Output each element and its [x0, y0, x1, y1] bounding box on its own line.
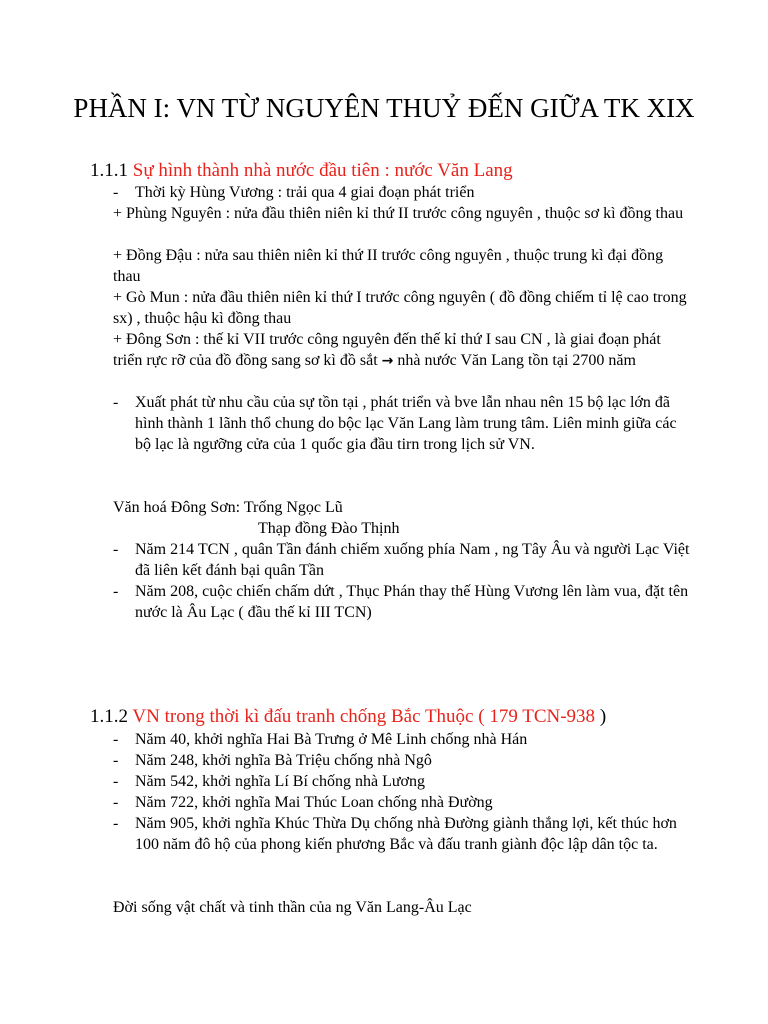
- section-number: 1.1.2: [90, 706, 128, 727]
- arrow-right-icon: →: [381, 353, 394, 369]
- bullet-item: [113, 539, 693, 581]
- list-item-text: Năm 905, khởi nghĩa Khúc Thừa Dụ chống nhà Đường giành thắng lợi, kết thúc hơn 100 năm đô hộ của phong kiến phương Bắc và đấu tranh giành độc lập dân tộc ta.: [135, 815, 677, 853]
- bullet-item: [113, 581, 693, 623]
- bullet-dash: -: [113, 815, 119, 832]
- bullet-dash: -: [113, 731, 119, 748]
- list-item-text: Năm 722, khởi nghĩa Mai Thúc Loan chống nhà Đường: [135, 794, 493, 811]
- dong-son-text: + Đông Sơn : thế kỉ VII trước công nguyên đến thế kỉ thứ I sau CN , là giai đoạn phát triển rực rỡ của đồ đồng sang sơ kì đồ sắt: [113, 331, 661, 369]
- list-item-text: Năm 40, khởi nghĩa Hai Bà Trưng ở Mê Linh chống nhà Hán: [135, 731, 528, 748]
- section-heading-1-1-1: [90, 160, 513, 182]
- list-item: [113, 792, 693, 813]
- bullet-dash: -: [113, 394, 119, 411]
- section-heading-1-1-2: [90, 706, 606, 728]
- bullet-text: Thời kỳ Hùng Vương : trải qua 4 giai đoạn phát triển: [135, 184, 475, 201]
- culture-label: Văn hoá Đông Sơn: Trống Ngọc Lũ: [113, 499, 343, 516]
- bullet-item: [113, 392, 693, 455]
- list-item: [113, 813, 693, 855]
- bullet-text: Năm 208, cuộc chiến chấm dứt , Thục Phán thay thế Hùng Vương lên làm vua, đặt tên nước là Âu Lạc ( đầu thế kỉ III TCN): [135, 583, 689, 621]
- dong-dau-paragraph: + Đồng Đậu : nửa sau thiên niên kỉ thứ II trước công nguyên , thuộc trung kì đại đồng thau: [113, 247, 664, 285]
- list-item: [113, 729, 693, 750]
- section-number: 1.1.1: [90, 160, 128, 181]
- bullet-item: [113, 182, 693, 203]
- section-title-end: ): [599, 706, 607, 727]
- closing-line: Đời sống vật chất và tinh thần của ng Văn Lang-Âu Lạc: [113, 899, 472, 916]
- list-item: [113, 771, 693, 792]
- section-title: Sự hình thành nhà nước đầu tiên : nước Văn Lang: [132, 160, 513, 181]
- bullet-dash: -: [113, 184, 119, 201]
- list-item-text: Năm 248, khởi nghĩa Bà Triệu chống nhà Ngô: [135, 752, 432, 769]
- section-title: VN trong thời kì đấu tranh chống Bắc Thuộc ( 179 TCN-938: [132, 706, 596, 727]
- bullet-dash: -: [113, 541, 119, 558]
- culture-item: Thạp đồng Đào Thịnh: [258, 520, 400, 537]
- bullet-dash: -: [113, 794, 119, 811]
- bullet-dash: -: [113, 773, 119, 790]
- bullet-dash: -: [113, 583, 119, 600]
- phung-nguyen-paragraph: + Phùng Nguyên : nửa đầu thiên niên kỉ thứ II trước công nguyên , thuộc sơ kì đồng thau: [113, 205, 684, 222]
- dong-son-paragraph: [113, 329, 693, 372]
- page-title: PHẦN I: VN TỪ NGUYÊN THUỶ ĐẾN GIỮA TK XIX: [73, 93, 695, 123]
- bullet-dash: -: [113, 752, 119, 769]
- list-item-text: Năm 542, khởi nghĩa Lí Bí chống nhà Lương: [135, 773, 425, 790]
- go-mun-paragraph: + Gò Mun : nửa đầu thiên niên kỉ thứ I trước công nguyên ( đồ đồng chiếm tỉ lệ cao trong sx) , thuộc hậu kì đồng thau: [113, 289, 687, 327]
- list-item: [113, 750, 693, 771]
- dong-son-continuation: nhà nước Văn Lang tồn tại 2700 năm: [397, 352, 636, 369]
- bullet-text: Năm 214 TCN , quân Tần đánh chiếm xuống phía Nam , ng Tây Âu và người Lạc Việt đã liên kết đánh bại quân Tần: [135, 541, 690, 579]
- bullet-text: Xuất phát từ nhu cầu của sự tồn tại , phát triển và bve lẫn nhau nên 15 bộ lạc lớn đã hình thành 1 lãnh thổ chung do bộc lạc Văn Lang làm trung tâm. Liên minh giữa các bộ lạc là ngưỡng cửa của 1 quốc gia đầu tirn trong lịch sử VN.: [135, 394, 677, 453]
